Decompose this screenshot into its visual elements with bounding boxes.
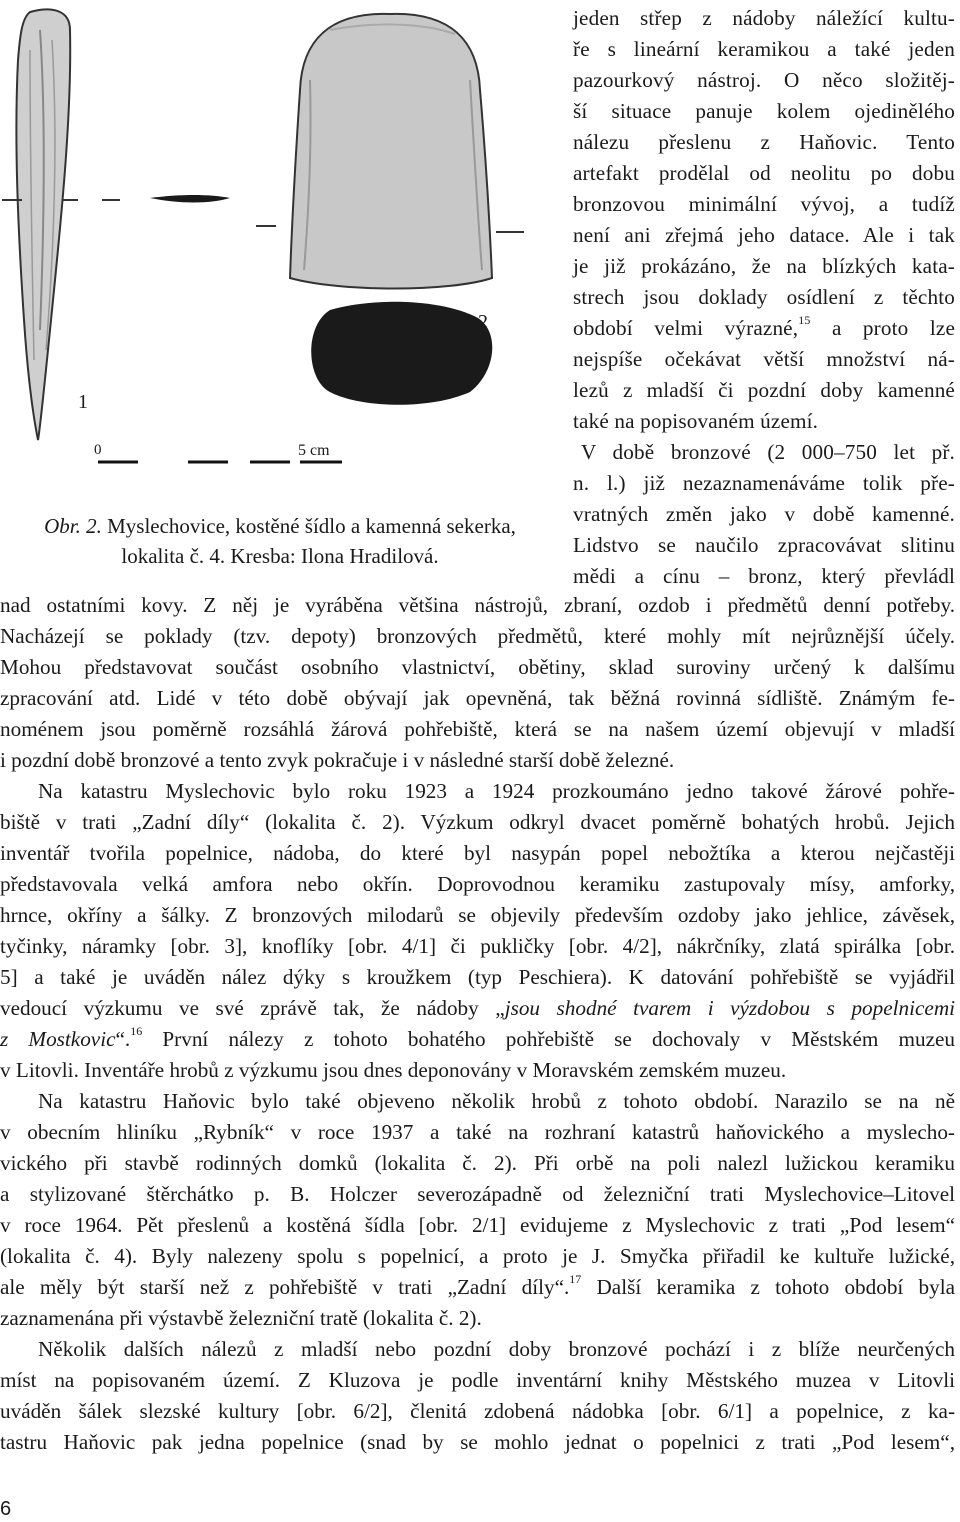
text-segment: období velmi výrazné, [573,316,799,340]
text-line: strech jsou doklady osídlení z těchto [573,285,955,309]
text-line: nad ostatními kovy. Z něj je vyráběna většina nástrojů, zbraní, ozdob i předmětů denní potřeby. [0,593,955,617]
text-line: v obecním hliníku „Rybník“ v roce 1937 a také na rozhraní katastrů haňovického a myslecho- [0,1120,955,1144]
text-line: mědi a cínu – bronz, který převládl [573,564,955,588]
text-line: artefakt prodělal od neolitu po dobu [573,161,955,185]
text-line: Lidstvo se naučilo zpracovávat slitinu [573,533,955,557]
text-line: zpracování atd. Lidé v této době obývají jak opevněná, tak běžná rovinná sídliště. Známým fe- [0,686,955,710]
text-line: n. l.) již nezaznamenáváme tolik pře- [573,471,955,495]
scale-end-label: 5 cm [298,442,330,459]
stone-axe-drawing [290,14,492,289]
footnote-ref-16: 16 [130,1023,143,1038]
text-segment: a proto lze [810,316,955,340]
text-line: Nacházejí se poklady (tzv. depoty) bronzových předmětů, které mohly mít nejrůznější účely. [0,624,955,648]
text-line: v Litovli. Inventáře hrobů z výzkumu jsou dnes deponovány v Moravském zemském muzeu. [0,1058,787,1082]
caption-line-1: Myslechovice, kostěné šídlo a kamenná sekerka, [101,514,516,538]
text-segment: Další keramika z tohoto období byla [581,1275,956,1299]
text-line: tastru Haňovic pak jedna popelnice (snad by se mohlo jednat o popelnici z trati „Pod lesem“, [0,1430,955,1454]
text-line: jeden střep z nádoby náležící kultu- [573,6,955,30]
text-line: lezů z mladší či pozdní doby kamenné [573,378,955,402]
scale-zero-label: 0 [94,442,102,458]
text-line: vického při stavbě rodinných domků (lokalita č. 2). Při orbě na poli nalezl lužickou keramiku [0,1151,955,1175]
text-line: uváděn šálek slezské kultury [obr. 6/2], členitá zdobená nádobka [obr. 6/1] a popelnice, z ka- [0,1399,955,1423]
text-segment: vedoucí výzkumu ve své zprávě tak, že nádoby „ [0,996,505,1020]
quote-italic: z Mostkovic [0,1027,116,1051]
caption-prefix: Obr. 2. [44,514,102,538]
text-line-with-footnote [0,1024,955,1055]
text-line: míst na popisovaném území. Z Kluzova je podle inventární knihy Městského muzea v Litovli [0,1368,955,1392]
text-line: bronzovou minimální vývoj, a tudíž [573,192,955,216]
text-line: pazourkový nástroj. O něco složitěj- [573,68,955,92]
figure-caption [0,511,560,571]
text-line: i pozdní době bronzové a tento zvyk pokračuje i v následné starší době železné. [0,748,675,772]
text-line: je již prokázáno, že na blízkých kata- [573,254,955,278]
text-segment: První nálezy z tohoto bohatého pohřebiště se dochovaly v Městském muzeu [142,1027,955,1051]
text-line: noménem jsou poměrně rozsáhlá žárová pohřebiště, která se na našem území objevují v mladší [0,717,955,741]
caption-line-2: lokalita č. 4. Kresba: Ilona Hradilová. [121,544,439,568]
text-line: zaznamenána při výstavbě železniční tratě (lokalita č. 2). [0,1306,482,1330]
text-line: Na katastru Myslechovic bylo roku 1923 a 1924 prozkoumáno jedno takové žárové pohře- [38,779,955,803]
text-line: biště v trati „Zadní díly“ (lokalita č. 2). Výzkum odkryl dvacet poměrně bohatých hrobů. Jejich [0,810,955,834]
text-line: tyčinky, náramky [obr. 3], knoflíky [obr. 4/1] či pukličky [obr. 4/2], nákrčníky, zlatá spirálka [obr. [0,934,955,958]
figure-obr-2 [0,0,560,580]
text-line: Několik dalších nálezů z mladší nebo pozdní doby bronzové pochází i z blíže neurčených [38,1337,955,1361]
text-segment: ale měly být starší než z pohřebiště v trati „Zadní díly“. [0,1275,570,1299]
text-line: vratných změn jako v době kamenné. [573,502,955,526]
text-line [0,993,955,1024]
footnote-ref-17: 17 [569,1271,582,1286]
figure-label-1: 1 [78,391,88,413]
right-column-text [573,3,955,592]
text-line: 5] a také je uváděn nález dýky s kroužkem (typ Peschiera). K datování pohřebiště se vyjádřil [0,965,955,989]
text-line: ší situace panuje kolem ojedinělého [573,99,955,123]
axe-cross-section [311,302,492,405]
text-line: Mohou představovat součást osobního vlastnictví, obětiny, sklad suroviny určený k dalšímu [0,655,955,679]
page-number: 6 [0,1498,12,1520]
artifact-drawing [0,0,560,510]
text-line: nejspíše očekávat větší množství ná- [573,347,955,371]
body-text [0,590,955,1458]
text-line: Na katastru Haňovic bylo také objeveno několik hrobů z tohoto období. Narazilo se na ně [38,1089,955,1113]
bone-awl-drawing [16,9,70,440]
text-line: a stylizované štěrchátko p. B. Holczer severozápadně od železniční trati Myslechovice–Litovel [0,1182,955,1206]
figure-label-2: 2 [478,311,488,333]
text-line: v roce 1964. Pět přeslenů a kostěná šídla [obr. 2/1] evidujeme z Myslechovic z trati „Pod lesem“ [0,1213,955,1237]
text-line: není ani zřejmá jeho datace. Ale i tak [573,223,955,247]
quote-italic: jsou shodné tvarem i výzdobou s popelnicemi [504,996,956,1020]
text-line: představovala velká amfora nebo okřín. Doprovodnou keramiku zastupovaly mísy, amforky, [0,872,955,896]
text-line: také na popisovaném území. [573,409,819,433]
text-line-with-footnote [0,1272,955,1303]
text-segment: “. [115,1027,131,1051]
text-line: ře s lineární keramikou a také jeden [573,37,955,61]
text-line: nálezu přeslenu z Haňovic. Tento [573,130,955,154]
text-line: hrnce, okříny a šálky. Z bronzových milodarů se objevily především ozdoby jako jehlice, závěsek, [0,903,955,927]
text-line: inventář tvořila popelnice, nádoba, do které byl nasypán popel nebožtíka a kterou nejčastěji [0,841,955,865]
footnote-ref-15: 15 [798,312,811,327]
text-line: (lokalita č. 4). Byly nalezeny spolu s popelnicí, a proto je J. Smyčka přiřadil ke kultuře lužické, [0,1244,955,1268]
text-line-with-footnote [573,313,955,344]
text-line: V době bronzové (2 000–750 let př. [581,440,955,464]
